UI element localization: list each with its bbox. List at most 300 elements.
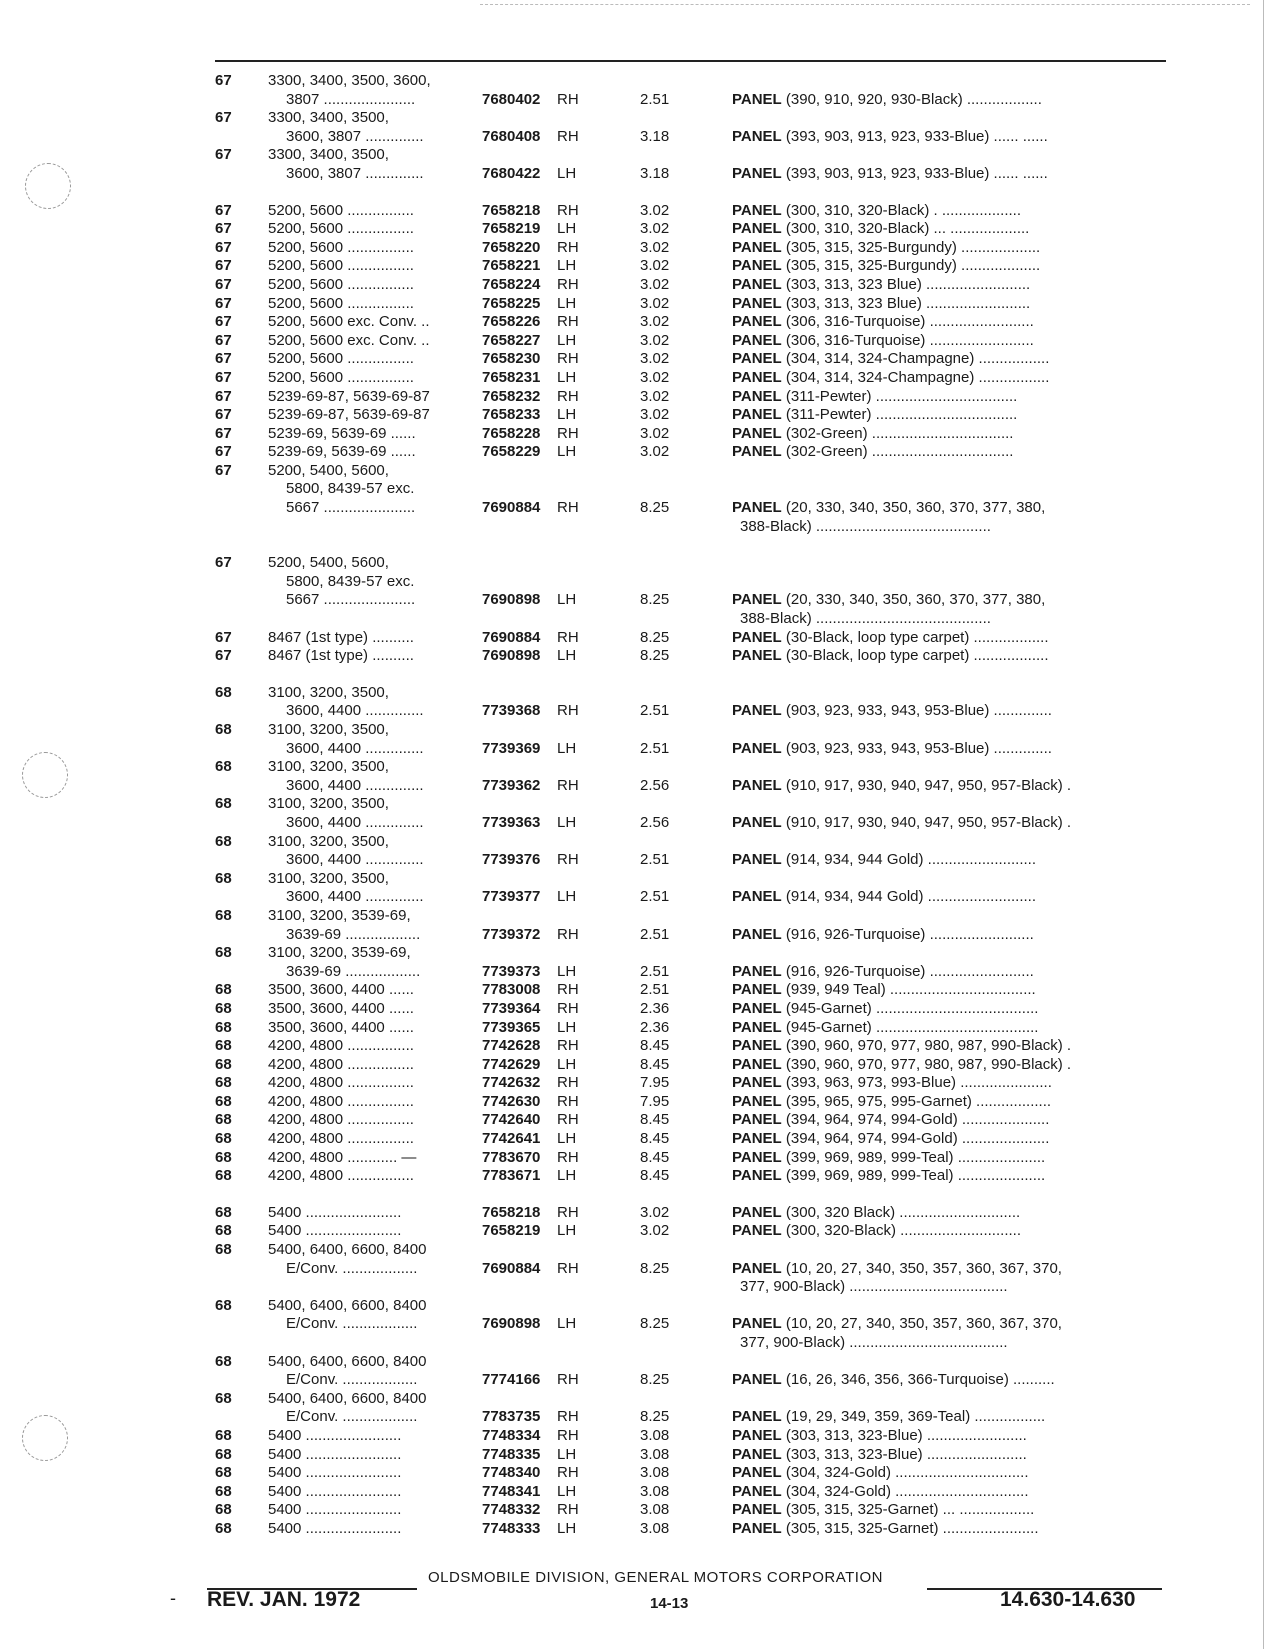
side-code: RH [557,1111,579,1129]
side-code: RH [557,776,579,794]
side-code: LH [557,1222,577,1240]
model-year: 68 [215,1037,232,1055]
page-number: 14-13 [650,1595,689,1612]
model-year: 68 [215,906,232,924]
model-year: 68 [215,1167,232,1185]
description-text: (394, 964, 974, 994-Gold) ..................... [785,1130,1050,1148]
part-name: PANEL [732,739,782,757]
model-year: 68 [215,795,232,813]
part-name: PANEL [732,1167,782,1185]
model-series: E/Conv. .................. [286,1315,418,1333]
model-series: 5200, 5600 ................ [268,220,414,238]
side-code: RH [557,1464,579,1482]
section-code: 14.630-14.630 [1000,1588,1136,1611]
part-name: PANEL [732,1408,782,1426]
model-year: 68 [215,1296,232,1314]
part-number: 7739372 [482,925,541,943]
part-name: PANEL [732,238,782,256]
list-price: 2.36 [640,1018,670,1036]
part-name: PANEL [732,368,782,386]
description-text: (306, 316-Turquoise) ......................... [785,313,1034,331]
part-name: PANEL [732,925,782,943]
model-year: 67 [215,443,232,461]
list-price: 8.25 [640,628,670,646]
part-number: 7658231 [482,368,541,386]
part-description [732,406,1180,425]
model-series: 4200, 4800 ................ [268,1167,414,1185]
model-year: 68 [215,1352,232,1370]
part-name: PANEL [732,331,782,349]
part-name: PANEL [732,962,782,980]
table-row [210,388,1170,407]
model-series: 5400, 6400, 6600, 8400 [268,1352,427,1370]
list-price: 7.95 [640,1092,670,1110]
part-name: PANEL [732,1519,782,1537]
description-text: (300, 310, 320-Black) ... ................... [785,220,1030,238]
part-description [732,629,1180,648]
side-code: LH [557,962,577,980]
list-price: 2.56 [640,813,670,831]
part-number: 7742628 [482,1037,541,1055]
table-row [210,963,1170,982]
description-text: (300, 320 Black) ............................. [785,1203,1021,1221]
model-series: 4200, 4800 ................ [268,1055,414,1073]
part-description [740,1334,1188,1353]
part-description [732,165,1180,184]
model-series: 5400 ....................... [268,1519,402,1537]
description-text: (311-Pewter) .................................. [785,406,1018,424]
side-code: RH [557,424,579,442]
part-number: 7658232 [482,387,541,405]
description-text: (910, 917, 930, 940, 947, 950, 957-Black) . [785,776,1072,794]
part-number: 7658228 [482,424,541,442]
part-number: 7742632 [482,1074,541,1092]
model-series: E/Conv. .................. [286,1408,418,1426]
description-text: (16, 26, 346, 356, 366-Turquoise) .......... [785,1371,1055,1389]
part-description [732,1520,1180,1539]
part-description [732,239,1180,258]
side-code: RH [557,499,579,517]
part-number: 7748341 [482,1482,541,1500]
side-code: LH [557,220,577,238]
side-code: RH [557,90,579,108]
model-year: 67 [215,275,232,293]
model-series: 8467 (1st type) .......... [268,628,414,646]
table-row [210,480,1170,499]
part-description [732,425,1180,444]
model-series: 5200, 5600 ................ [268,350,414,368]
table-row [210,573,1170,592]
part-description [732,702,1180,721]
model-series: 5239-69-87, 5639-69-87 [268,387,430,405]
side-code: RH [557,925,579,943]
model-year: 67 [215,72,232,89]
model-year: 67 [215,628,232,646]
side-code: LH [557,647,577,665]
list-price: 3.08 [640,1519,670,1537]
part-description [732,1446,1180,1465]
model-series: 5200, 5400, 5600, [268,461,389,479]
description-text: 377, 900-Black) ...................................... [740,1278,1008,1296]
side-code: LH [557,406,577,424]
table-row [210,276,1170,295]
right-edge-line [1263,0,1264,1649]
side-code: RH [557,981,579,999]
list-price: 3.08 [640,1426,670,1444]
part-description [732,220,1180,239]
list-price: 3.02 [640,387,670,405]
part-number: 7658229 [482,443,541,461]
part-description [732,591,1180,610]
table-row [210,1297,1170,1316]
list-price: 3.02 [640,1222,670,1240]
part-description [732,1000,1180,1019]
description-text: (393, 903, 913, 923, 933-Blue) ...... ...... [785,164,1048,182]
table-row [210,257,1170,276]
model-series: 5400 ....................... [268,1464,402,1482]
list-price: 3.08 [640,1482,670,1500]
side-code: LH [557,1315,577,1333]
list-price: 3.02 [640,331,670,349]
part-number: 7690884 [482,1259,541,1277]
description-text: (306, 316-Turquoise) ......................... [785,331,1034,349]
model-series: 4200, 4800 ................ [268,1092,414,1110]
list-price: 3.02 [640,257,670,275]
list-price: 8.25 [640,1408,670,1426]
model-series: 5400, 6400, 6600, 8400 [268,1241,427,1259]
part-name: PANEL [732,499,782,517]
part-name: PANEL [732,1315,782,1333]
model-series: 5239-69, 5639-69 ...... [268,443,416,461]
table-row [210,740,1170,759]
part-name: PANEL [732,647,782,665]
list-price: 2.36 [640,999,670,1017]
description-text: (390, 960, 970, 977, 980, 987, 990-Black) . [785,1055,1072,1073]
model-series: E/Conv. .................. [286,1259,418,1277]
part-description [732,981,1180,1000]
model-series: 5400 ....................... [268,1203,402,1221]
description-text: (390, 960, 970, 977, 980, 987, 990-Black) . [785,1037,1072,1055]
side-code: RH [557,275,579,293]
part-name: PANEL [732,443,782,461]
model-year: 67 [215,424,232,442]
table-row [210,1056,1170,1075]
model-year: 67 [215,220,232,238]
part-description [732,128,1180,147]
part-name: PANEL [732,888,782,906]
part-name: PANEL [732,1482,782,1500]
part-number: 7739362 [482,776,541,794]
part-number: 7739368 [482,702,541,720]
part-description [732,388,1180,407]
side-code: LH [557,1482,577,1500]
model-year: 67 [215,313,232,331]
description-text: (304, 324-Gold) ................................ [785,1482,1029,1500]
part-description [732,888,1180,907]
description-text: (30-Black, loop type carpet) .................. [785,647,1049,665]
model-year: 68 [215,832,232,850]
table-row [210,295,1170,314]
table-row [210,795,1170,814]
part-number: 7690898 [482,1315,541,1333]
model-year: 68 [215,981,232,999]
part-description [732,777,1180,796]
description-text: (305, 315, 325-Burgundy) ................... [785,257,1041,275]
description-text: (903, 923, 933, 943, 953-Blue) .............. [785,702,1052,720]
part-name: PANEL [732,350,782,368]
list-price: 3.08 [640,1501,670,1519]
side-code: LH [557,1519,577,1537]
part-name: PANEL [732,257,782,275]
part-number: 7783735 [482,1408,541,1426]
model-year: 68 [215,1389,232,1407]
side-code: RH [557,127,579,145]
part-number: 7739365 [482,1018,541,1036]
part-number: 7748333 [482,1519,541,1537]
table-row [210,239,1170,258]
side-code: LH [557,1130,577,1148]
model-series: 3600, 4400 .............. [286,888,424,906]
part-number: 7748334 [482,1426,541,1444]
table-row [210,146,1170,165]
part-description [740,518,1188,537]
model-series: 5400 ....................... [268,1445,402,1463]
list-price: 3.02 [640,201,670,219]
part-description [732,1167,1180,1186]
part-number: 7658226 [482,313,541,331]
side-code: RH [557,1203,579,1221]
table-row [210,1483,1170,1502]
list-price: 8.45 [640,1130,670,1148]
part-number: 7690884 [482,628,541,646]
part-name: PANEL [732,1501,782,1519]
side-code: RH [557,350,579,368]
table-row [210,1334,1170,1353]
part-description [732,926,1180,945]
table-row [210,610,1170,629]
part-number: 7739369 [482,739,541,757]
description-text: (300, 310, 320-Black) . ................... [785,201,1022,219]
table-row [210,647,1170,666]
list-price: 2.51 [640,981,670,999]
part-number: 7739364 [482,999,541,1017]
description-text: (303, 313, 323 Blue) ......................... [785,275,1031,293]
side-code: LH [557,257,577,275]
table-row [210,1446,1170,1465]
list-price: 8.25 [640,647,670,665]
table-row [210,369,1170,388]
table-row [210,406,1170,425]
part-name: PANEL [732,981,782,999]
list-price: 3.08 [640,1464,670,1482]
model-year: 68 [215,1074,232,1092]
part-description [732,257,1180,276]
list-price: 3.02 [640,275,670,293]
model-series: 5239-69-87, 5639-69-87 [268,406,430,424]
table-row [210,1390,1170,1409]
description-text: (303, 313, 323-Blue) ........................ [785,1445,1027,1463]
description-text: (303, 313, 323 Blue) ......................... [785,294,1031,312]
part-number: 7783670 [482,1148,541,1166]
part-number: 7739373 [482,962,541,980]
part-description [732,814,1180,833]
part-number: 7658218 [482,1203,541,1221]
part-description [732,1260,1180,1279]
model-year: 68 [215,1426,232,1444]
part-number: 7690884 [482,499,541,517]
model-series: 4200, 4800 ............ — [268,1148,417,1166]
model-year: 68 [215,1241,232,1259]
table-row [210,1501,1170,1520]
table-row [210,1315,1170,1334]
table-row [210,591,1170,610]
table-row [210,350,1170,369]
description-text: (304, 314, 324-Champagne) ................. [785,368,1050,386]
part-number: 7680408 [482,127,541,145]
part-description [732,1483,1180,1502]
model-series: 5800, 8439-57 exc. [286,480,415,498]
part-number: 7658233 [482,406,541,424]
model-year: 67 [215,331,232,349]
part-description [732,1149,1180,1168]
part-number: 7658219 [482,220,541,238]
model-series: 4200, 4800 ................ [268,1074,414,1092]
part-name: PANEL [732,1259,782,1277]
list-price: 3.02 [640,313,670,331]
description-text: (914, 934, 944 Gold) .......................... [785,888,1037,906]
description-text: (19, 29, 349, 359, 369-Teal) ................. [785,1408,1046,1426]
part-number: 7690898 [482,591,541,609]
model-year: 67 [215,647,232,665]
model-year: 67 [215,554,232,572]
footer-division: OLDSMOBILE DIVISION, GENERAL MOTORS CORPORATION [428,1569,883,1586]
list-price: 8.45 [640,1055,670,1073]
part-name: PANEL [732,294,782,312]
table-row [210,1260,1170,1279]
table-row [210,1167,1170,1186]
table-row [210,851,1170,870]
binder-hole-middle [22,752,68,798]
model-year: 67 [215,294,232,312]
side-code: RH [557,313,579,331]
side-code: RH [557,238,579,256]
part-description [732,499,1180,518]
part-description [732,202,1180,221]
binder-hole-bottom [22,1415,68,1461]
model-series: 3300, 3400, 3500, [268,146,389,164]
model-series: 5200, 5600 ................ [268,201,414,219]
part-name: PANEL [732,313,782,331]
side-code: RH [557,1426,579,1444]
part-name: PANEL [732,1055,782,1073]
model-year: 68 [215,758,232,776]
list-price: 3.02 [640,368,670,386]
model-series: 3100, 3200, 3539-69, [268,906,411,924]
model-series: 5667 ...................... [286,591,416,609]
description-text: 377, 900-Black) ...................................... [740,1334,1008,1351]
side-code: RH [557,1148,579,1166]
table-row [210,1241,1170,1260]
model-year: 68 [215,683,232,701]
part-description [732,295,1180,314]
part-description [732,963,1180,982]
side-code: LH [557,368,577,386]
model-series: 5200, 5600 ................ [268,257,414,275]
part-name: PANEL [732,813,782,831]
part-name: PANEL [732,1130,782,1148]
side-code: RH [557,628,579,646]
table-row [210,91,1170,110]
part-name: PANEL [732,275,782,293]
model-series: 5667 ...................... [286,499,416,517]
table-row [210,128,1170,147]
part-number: 7783671 [482,1167,541,1185]
part-description [732,91,1180,110]
list-price: 3.02 [640,443,670,461]
model-year: 68 [215,999,232,1017]
model-series: 5400 ....................... [268,1501,402,1519]
description-text: (916, 926-Turquoise) ......................... [785,962,1034,980]
list-price: 2.56 [640,776,670,794]
list-price: 8.25 [640,499,670,517]
list-price: 2.51 [640,702,670,720]
part-description [732,443,1180,462]
part-number: 7680402 [482,90,541,108]
part-number: 7658225 [482,294,541,312]
part-description [732,740,1180,759]
part-description [732,1427,1180,1446]
description-text: (939, 949 Teal) ................................... [785,981,1036,999]
model-series: 3600, 4400 .............. [286,776,424,794]
side-code: LH [557,739,577,757]
table-row [210,721,1170,740]
list-price: 7.95 [640,1074,670,1092]
revision-date: REV. JAN. 1972 [207,1588,361,1611]
model-series: 3100, 3200, 3500, [268,832,389,850]
model-year: 68 [215,1055,232,1073]
model-year: 67 [215,146,232,164]
part-number: 7748340 [482,1464,541,1482]
description-text: (304, 314, 324-Champagne) ................. [785,350,1050,368]
model-series: 3639-69 .................. [286,962,421,980]
side-code: LH [557,1018,577,1036]
side-code: LH [557,443,577,461]
list-price: 2.51 [640,90,670,108]
model-series: 3100, 3200, 3500, [268,721,389,738]
description-text: (302-Green) .................................. [785,443,1014,461]
list-price: 3.02 [640,424,670,442]
table-row [210,981,1170,1000]
side-code: RH [557,851,579,869]
side-code: LH [557,331,577,349]
part-name: PANEL [732,999,782,1017]
part-number: 7742641 [482,1130,541,1148]
part-name: PANEL [732,220,782,238]
part-number: 7742630 [482,1092,541,1110]
list-price: 3.18 [640,127,670,145]
part-description [740,1278,1188,1297]
part-description [732,851,1180,870]
list-price: 8.25 [640,591,670,609]
binder-hole-top [25,163,71,209]
model-year: 68 [215,869,232,887]
part-name: PANEL [732,776,782,794]
table-row [210,1000,1170,1019]
table-row [210,165,1170,184]
description-text: (10, 20, 27, 340, 350, 357, 360, 367, 370, [785,1315,1062,1333]
model-series: 3100, 3200, 3539-69, [268,944,411,962]
model-year: 68 [215,1203,232,1221]
